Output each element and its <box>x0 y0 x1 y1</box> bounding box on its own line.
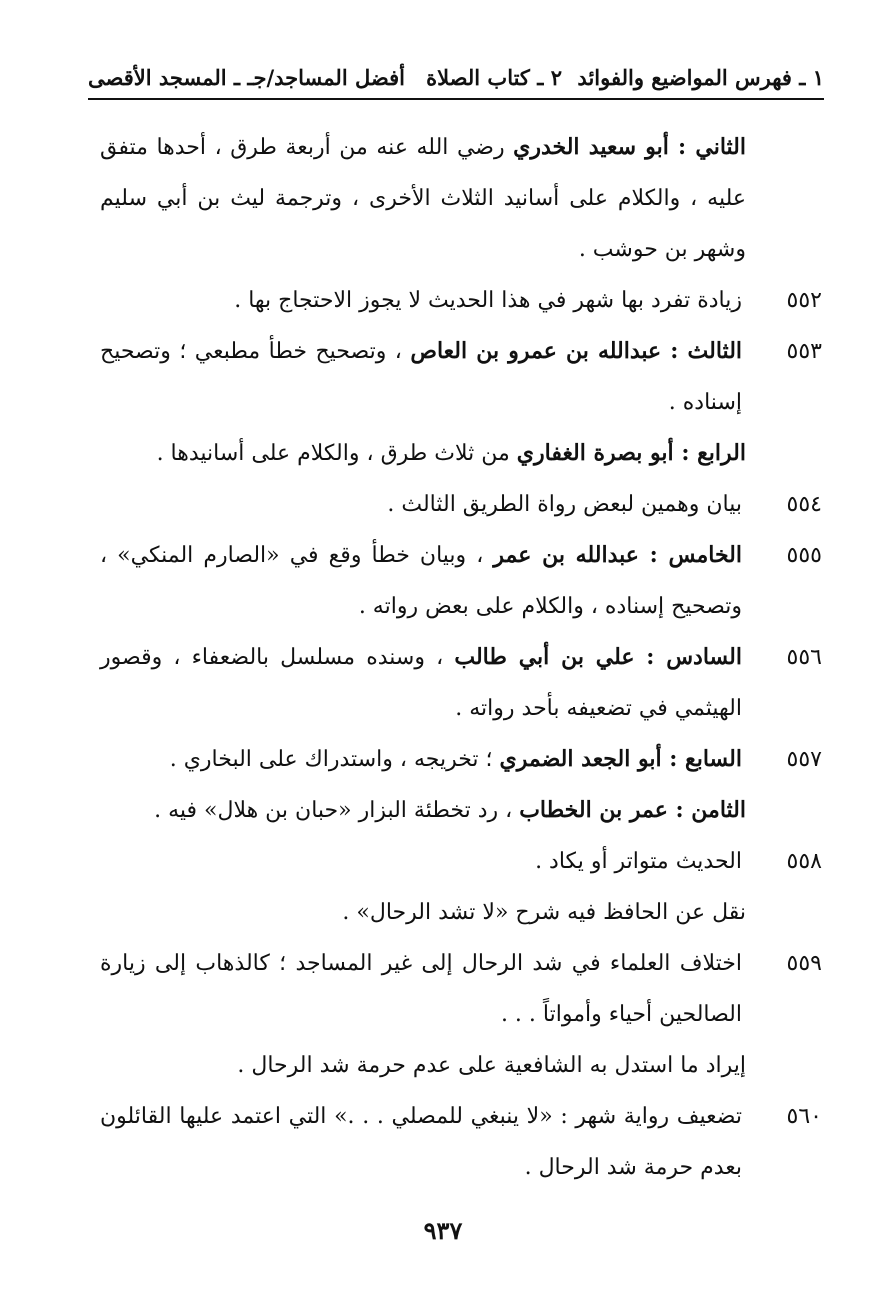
entry-body: من ثلاث طرق ، والكلام على أسانيدها . <box>156 441 517 466</box>
entry-text <box>100 326 742 428</box>
header-book-title: ٢ ـ كتاب الصلاة <box>426 65 562 90</box>
entry-number <box>746 428 826 479</box>
entry-text <box>100 734 742 785</box>
entry-text <box>100 122 746 275</box>
entry-lead: الثاني : أبو سعيد الخدري <box>513 134 746 160</box>
entry-lead: الثامن : عمر بن الخطاب <box>519 797 746 823</box>
entry-body: الحديث متواتر أو يكاد . <box>535 849 742 874</box>
index-entry <box>100 530 826 632</box>
entry-body: ، وسنده مسلسل بالضعفاء ، وقصور الهيثمي في تضعيفه بأحد رواته . <box>100 645 742 721</box>
entry-text <box>100 275 742 326</box>
entry-number <box>746 122 826 275</box>
entry-text <box>100 479 742 530</box>
entry-number: ٥٥٩ <box>786 951 822 976</box>
entry-number: ٥٦٠ <box>786 1104 822 1129</box>
index-entry <box>100 632 826 734</box>
entry-body: ، رد تخطئة البزار «حبان بن هلال» فيه . <box>154 798 520 823</box>
index-entry <box>100 836 826 887</box>
entry-text <box>100 1040 746 1091</box>
entry-lead: الرابع : أبو بصرة الغفاري <box>516 440 746 466</box>
entry-number: ٥٥٣ <box>786 339 822 364</box>
entry-number <box>746 785 826 836</box>
entry-text <box>100 530 742 632</box>
index-entry <box>100 887 826 938</box>
entry-number: ٥٥٢ <box>786 288 822 313</box>
entry-body: رضي الله عنه من أربعة طرق ، أحدها متفق عليه ، والكلام على أسانيد الثلاث الأخرى ، وترجمة ليث بن أبي سليم وشهر بن حوشب . <box>100 135 746 262</box>
entry-number <box>746 887 826 938</box>
entry-body: زيادة تفرد بها شهر في هذا الحديث لا يجوز الاحتجاج بها . <box>234 288 742 313</box>
entry-number: ٥٥٤ <box>786 492 822 517</box>
index-entry <box>100 122 826 275</box>
running-header <box>88 58 824 100</box>
entry-number: ٥٥٧ <box>786 747 822 772</box>
entry-lead: الخامس : عبدالله بن عمر <box>493 542 742 568</box>
page-number: ٩٣٧ <box>423 1216 463 1245</box>
entry-body: نقل عن الحافظ فيه شرح «لا تشد الرحال» . <box>342 900 746 925</box>
entry-text <box>100 428 746 479</box>
index-entry <box>100 1040 826 1091</box>
entry-lead: السادس : علي بن أبي طالب <box>454 644 742 670</box>
entry-body: بيان وهمين لبعض رواة الطريق الثالث . <box>387 492 742 517</box>
entry-body: ، وتصحيح خطأ مطبعي ؛ وتصحيح إسناده . <box>100 339 742 415</box>
entry-text <box>100 887 746 938</box>
entry-number: ٥٥٨ <box>786 849 822 874</box>
entry-body: اختلاف العلماء في شد الرحال إلى غير المساجد ؛ كالذهاب إلى زيارة الصالحين أحياء وأمواتاً . . . <box>100 951 742 1027</box>
header-index-title: ١ ـ فهرس المواضيع والفوائد <box>577 65 824 90</box>
index-entries <box>100 122 826 1193</box>
header-chapter-title: أفضل المساجد/جـ ـ المسجد الأقصى <box>88 65 405 90</box>
entry-text <box>100 1091 742 1193</box>
index-entry <box>100 1091 826 1193</box>
entry-text <box>100 938 742 1040</box>
index-entry <box>100 428 826 479</box>
entry-number <box>746 1040 826 1091</box>
entry-number: ٥٥٦ <box>786 645 822 670</box>
index-entry <box>100 326 826 428</box>
entry-number: ٥٥٥ <box>786 543 822 568</box>
entry-body: ؛ تخريجه ، واستدراك على البخاري . <box>169 747 500 772</box>
entry-text <box>100 785 746 836</box>
entry-body: إيراد ما استدل به الشافعية على عدم حرمة شد الرحال . <box>237 1053 746 1078</box>
index-entry <box>100 938 826 1040</box>
entry-text <box>100 632 742 734</box>
entry-body: ، وبيان خطأ وقع في «الصارم المنكي» ، وتصحيح إسناده ، والكلام على بعض رواته . <box>100 543 742 619</box>
entry-lead: السابع : أبو الجعد الضمري <box>499 746 742 772</box>
index-entry <box>100 785 826 836</box>
entry-lead: الثالث : عبدالله بن عمرو بن العاص <box>410 338 743 364</box>
index-entry <box>100 479 826 530</box>
entry-body: تضعيف رواية شهر : «لا ينبغي للمصلي . . .» التي اعتمد عليها القائلون بعدم حرمة شد الرحال . <box>100 1104 742 1180</box>
entry-text <box>100 836 742 887</box>
index-entry <box>100 734 826 785</box>
index-entry <box>100 275 826 326</box>
